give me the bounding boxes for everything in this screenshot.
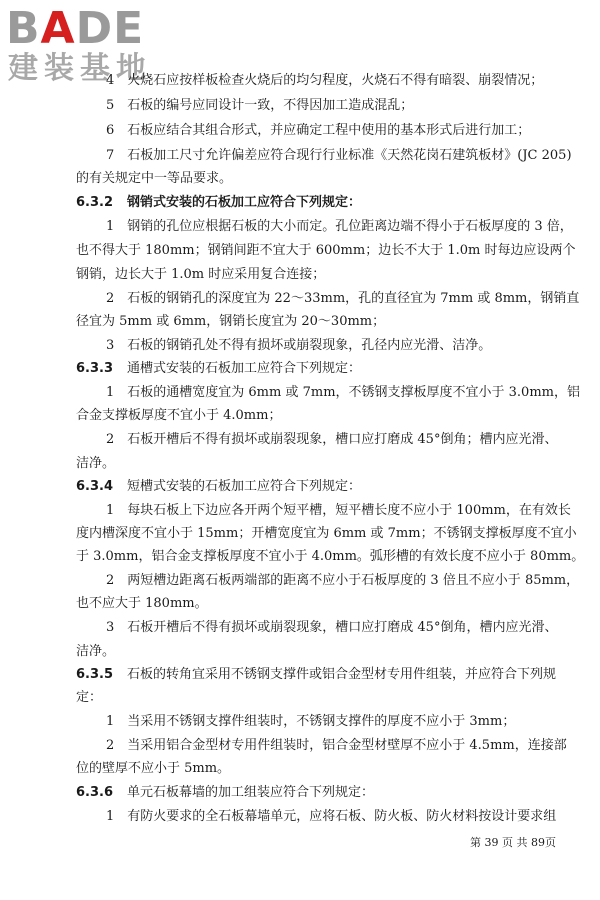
section-heading — [76, 666, 556, 684]
text-line: 7 石板加工尺寸允许偏差应符合现行行业标准《天然花岗石建筑板材》(JC 205) — [106, 148, 572, 163]
section-title: 钢销式安装的石板加工应符合下列规定： — [127, 195, 362, 210]
section-heading — [76, 784, 374, 802]
section-title: 短槽式安装的石板加工应符合下列规定： — [127, 479, 362, 494]
text-line: 2 当采用铝合金型材专用件组装时，铝合金型材壁厚不应小于 4.5mm，连接部 — [106, 738, 567, 753]
text-line: 的有关规定中一等品要求。 — [76, 171, 233, 186]
text-line: 径宜为 5mm 或 6mm，钢销长度宜为 20～30mm； — [76, 314, 386, 329]
text-line: 洁净。 — [76, 456, 116, 471]
logo-wordmark: BADE — [6, 3, 145, 54]
text-line: 位的壁厚不应小于 5mm。 — [76, 761, 231, 776]
text-line: 3 石板开槽后不得有损坏或崩裂现象，槽口应打磨成 45°倒角，槽内应光滑、 — [106, 620, 558, 635]
section-number: 6.3.3 — [76, 361, 114, 376]
text-line: 定： — [76, 690, 103, 705]
section-heading — [76, 360, 361, 378]
text-line: 1 当采用不锈钢支撑件组装时，不锈钢支撑件的厚度不应小于 3mm； — [106, 714, 516, 729]
text-line: 1 有防火要求的全石板幕墙单元，应将石板、防火板、防火材料按设计要求组 — [106, 809, 557, 824]
text-line: 6 石板应结合其组合形式，并应确定工程中使用的基本形式后进行加工； — [106, 123, 531, 138]
text-line: 1 石板的通槽宽度宜为 6mm 或 7mm，不锈钢支撑板厚度不宜小于 3.0mm，铝 — [106, 385, 580, 400]
text-line: 于 3.0mm，铝合金支撑板厚度不宜小于 4.0mm。弧形槽的有效长度不应小于 80mm。 — [76, 549, 585, 564]
section-title: 通槽式安装的石板加工应符合下列规定： — [127, 361, 362, 376]
section-number: 6.3.2 — [76, 195, 114, 210]
section-heading — [76, 194, 361, 212]
page-number: 第 39 页 共 89页 — [470, 836, 556, 849]
text-line: 也不应大于 180mm。 — [76, 596, 208, 611]
text-line: 也不得大于 180mm；钢销间距不宜大于 600mm；边长不大于 1.0m 时每边应设两个 — [76, 243, 576, 258]
text-line: 合金支撑板厚度不宜小于 4.0mm； — [76, 408, 282, 423]
text-line: 钢销，边长大于 1.0m 时应采用复合连接； — [76, 267, 326, 282]
text-line: 2 石板开槽后不得有损坏或崩裂现象，槽口应打磨成 45°倒角；槽内应光滑、 — [106, 432, 558, 447]
text-line: 5 石板的编号应同设计一致，不得因加工造成混乱； — [106, 98, 414, 113]
text-line: 洁净。 — [76, 644, 116, 659]
text-line: 度内槽深度不宜小于 15mm；开槽宽度宜为 6mm 或 7mm；不锈钢支撑板厚度不宜小 — [76, 526, 577, 541]
section-title: 石板的转角宜采用不锈钢支撑件或铝合金型材专用件组装，并应符合下列规 — [127, 667, 557, 682]
text-line: 2 两短槽边距离石板两端部的距离不应小于石板厚度的 3 倍且不应小于 85mm， — [106, 573, 580, 588]
text-line: 2 石板的钢销孔的深度宜为 22～33mm，孔的直径宜为 7mm 或 8mm，钢销直 — [106, 291, 580, 306]
logo-subtitle: 建装基地 — [8, 51, 152, 86]
section-heading — [76, 478, 361, 496]
text-line: 1 每块石板上下边应各开两个短平槽，短平槽长度不应小于 100mm，在有效长 — [106, 503, 571, 518]
text-line: 3 石板的钢销孔处不得有损坏或崩裂现象，孔径内应光滑、洁净。 — [106, 338, 492, 353]
section-number: 6.3.5 — [76, 667, 114, 682]
text-line: 4 火烧石应按样板检查火烧后的均匀程度，火烧石不得有暗裂、崩裂情况； — [106, 73, 544, 88]
text-line: 1 钢销的孔位应根据石板的大小而定。孔位距离边端不得小于石板厚度的 3 倍， — [106, 219, 573, 234]
section-title: 单元石板幕墙的加工组装应符合下列规定： — [127, 785, 375, 800]
section-number: 6.3.6 — [76, 785, 114, 800]
section-number: 6.3.4 — [76, 479, 114, 494]
